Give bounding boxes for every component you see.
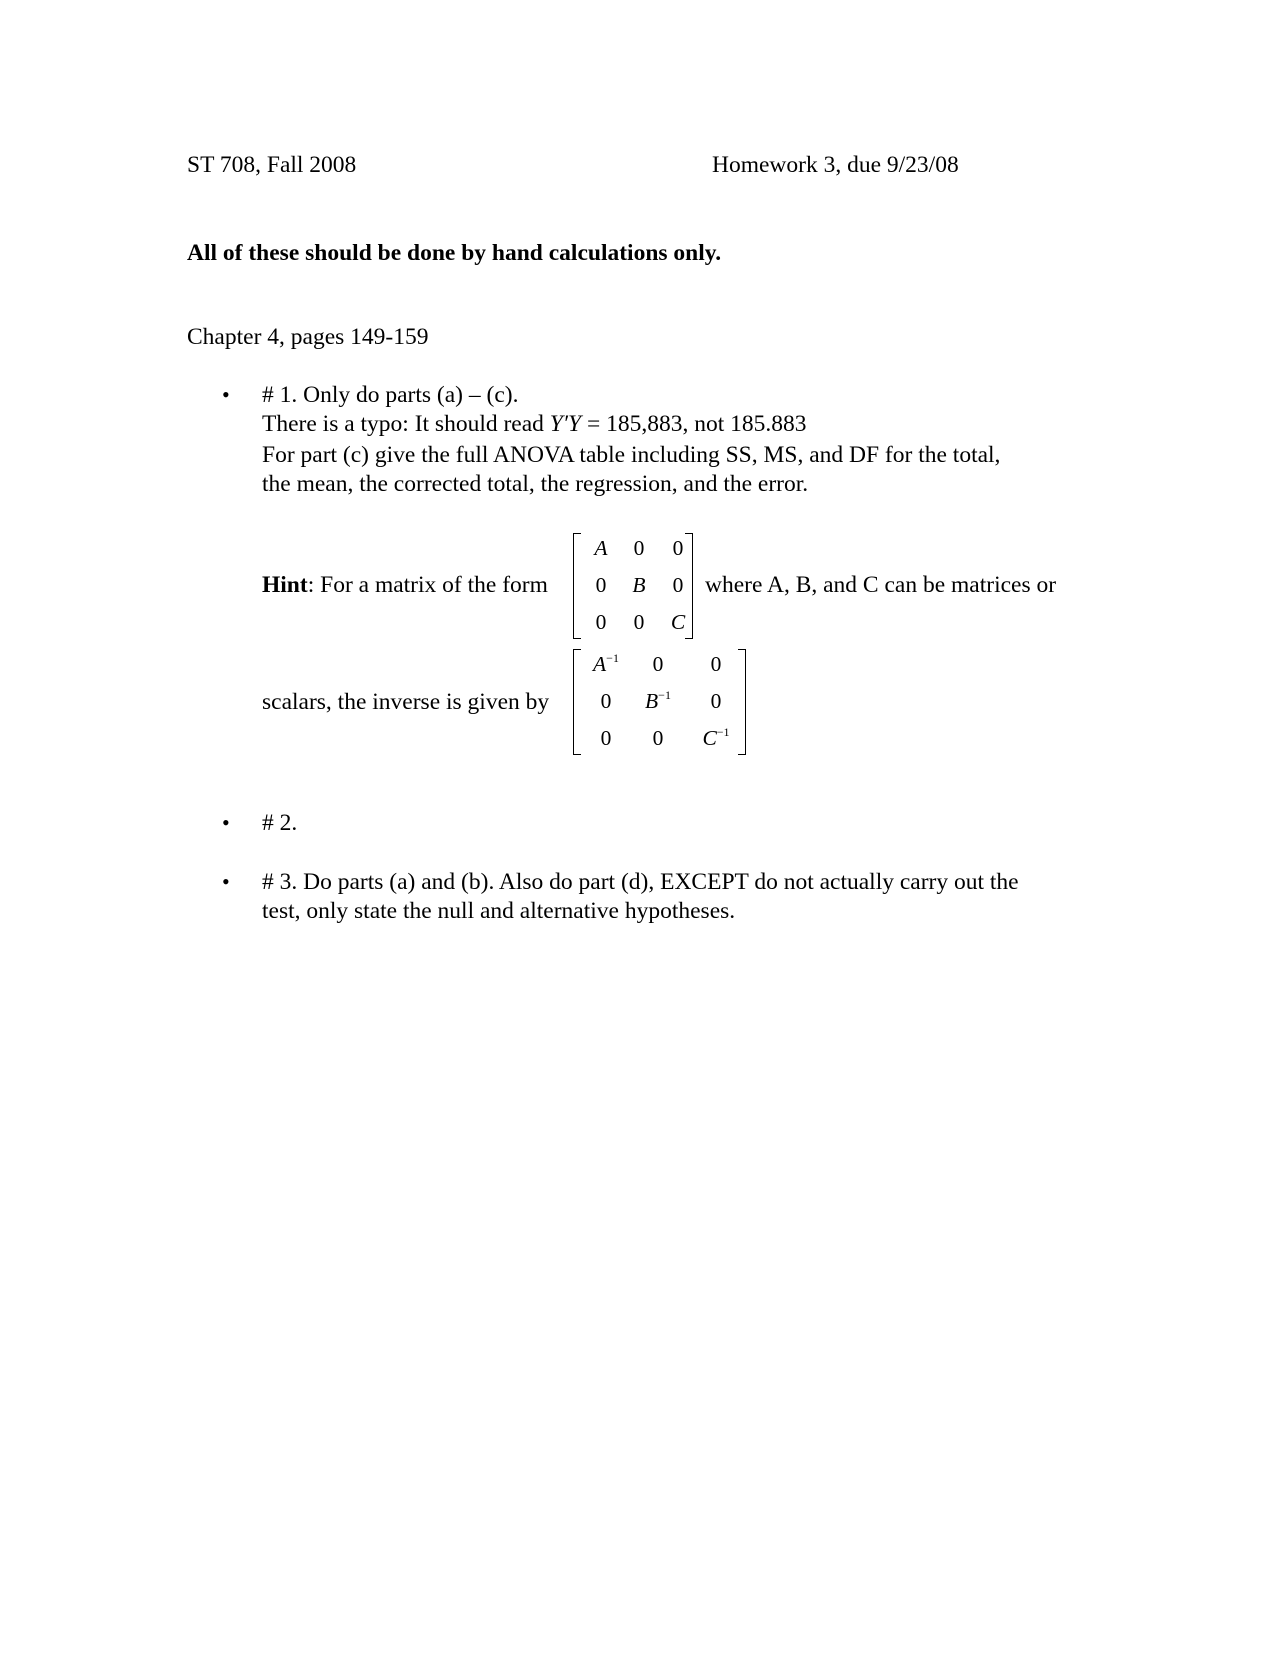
problem-1-typo-line	[262, 410, 807, 438]
matrix-cell: 0	[633, 536, 645, 560]
instruction: All of these should be done by hand calculations only.	[187, 240, 722, 266]
hint-text-2: where A, B, and C can be matrices or	[705, 572, 1057, 598]
matrix-cell: C	[670, 610, 686, 634]
bullet-1: •	[222, 382, 230, 407]
hint-label: Hint	[262, 572, 308, 598]
assignment-header: Homework 3, due 9/23/08	[712, 152, 959, 178]
matrix-cell: 0	[652, 726, 664, 750]
matrix-cell: 0	[672, 573, 684, 597]
inverse-matrix	[582, 646, 746, 757]
hint-line-1	[262, 571, 548, 599]
matrix-cell: B	[632, 573, 646, 597]
typo-suffix: , not 185.883	[682, 411, 807, 437]
matrix-cell: 0	[710, 652, 722, 676]
block-diagonal-matrix	[582, 530, 698, 641]
typo-equation: = 185,883	[581, 411, 683, 437]
problem-1-line-4: the mean, the corrected total, the regression, and the error.	[262, 471, 809, 497]
typo-math: Y′Y	[549, 411, 582, 437]
hint-text-3: scalars, the inverse is given by	[262, 689, 550, 715]
matrix-cell: 0	[600, 689, 612, 713]
matrix-cell: 0	[652, 652, 664, 676]
problem-3-line-1: # 3. Do parts (a) and (b). Also do part (d), EXCEPT do not actually carry out the	[262, 869, 1019, 895]
inverse-exponent: −1	[716, 725, 730, 739]
problem-3-line-2: test, only state the null and alternative hypotheses.	[262, 898, 736, 924]
matrix-left-bracket	[573, 533, 581, 639]
matrix-cell: 0	[595, 573, 607, 597]
chapter-reference: Chapter 4, pages 149-159	[187, 324, 429, 350]
matrix-cell: $A^{-1}$	[593, 651, 619, 676]
matrix-cell: 0	[595, 610, 607, 634]
matrix-cell: $B^{-1}$	[645, 688, 671, 713]
inverse-exponent: −1	[658, 688, 671, 702]
inverse-left-bracket	[573, 649, 581, 755]
matrix-cell: 0	[633, 610, 645, 634]
bullet-2: •	[222, 810, 230, 835]
bullet-3: •	[222, 869, 230, 894]
matrix-cell: 0	[710, 689, 722, 713]
matrix-cell: $C^{-1}$	[702, 725, 730, 750]
problem-2-line-1: # 2.	[262, 810, 298, 836]
problem-1-line-3: For part (c) give the full ANOVA table including SS, MS, and DF for the total,	[262, 442, 1001, 468]
inverse-exponent: −1	[606, 651, 619, 665]
matrix-cell: 0	[600, 726, 612, 750]
matrix-cell: 0	[672, 536, 684, 560]
matrix-cell: A	[594, 536, 608, 560]
course-header: ST 708, Fall 2008	[187, 152, 357, 178]
hint-text-1: : For a matrix of the form	[307, 572, 548, 598]
typo-prefix: There is a typo: It should read	[262, 411, 550, 437]
problem-1-line-1: # 1. Only do parts (a) – (c).	[262, 382, 519, 408]
